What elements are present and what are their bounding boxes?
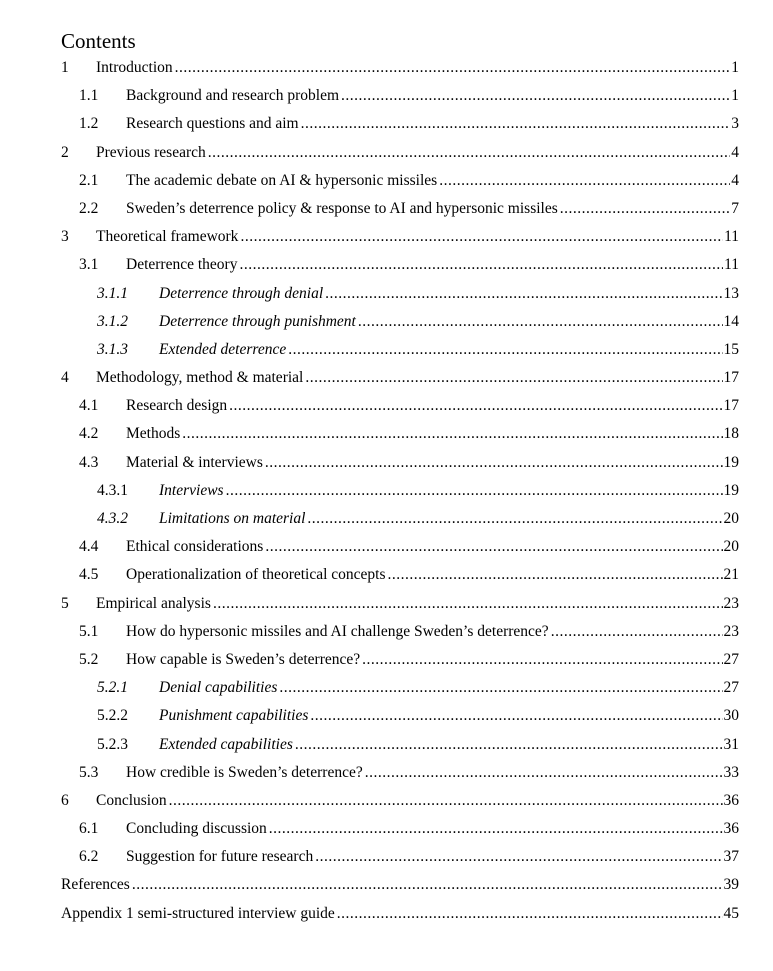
toc-entry-2-1[interactable] [0, 167, 773, 195]
toc-section-number: 4.1 [79, 397, 99, 415]
toc-page-number: 11 [724, 228, 739, 246]
dot-leader [305, 364, 722, 392]
toc-section-number: 4.4 [79, 538, 99, 556]
dot-leader [213, 590, 723, 618]
toc-entry-1-2[interactable] [0, 110, 773, 138]
toc-section-title: How do hypersonic missiles and AI challenge Sweden’s deterrence? [126, 622, 549, 640]
toc-section-number: 5.3 [79, 763, 99, 781]
toc-section-title: Ethical considerations [126, 538, 264, 556]
dot-leader [301, 110, 731, 138]
toc-section-title: How credible is Sweden’s deterrence? [126, 763, 363, 781]
toc-section-number: 1.1 [79, 87, 99, 105]
dot-leader [551, 618, 723, 646]
dot-leader [239, 251, 723, 279]
dot-leader [365, 759, 723, 787]
toc-entry-5-2-2[interactable] [0, 702, 773, 730]
toc-section-number: 4.3.1 [97, 481, 128, 499]
toc-section-title: Denial capabilities [159, 679, 278, 697]
toc-section-title: Research design [126, 397, 228, 415]
dot-leader [439, 167, 730, 195]
toc-section-title: Extended capabilities [159, 735, 293, 753]
dot-leader [182, 420, 722, 448]
toc-page-number: 37 [723, 848, 739, 866]
dot-leader [388, 561, 723, 589]
toc-section-title: Previous research [96, 143, 206, 161]
toc-page-number: 11 [724, 256, 739, 274]
toc-entry-5-3[interactable] [0, 759, 773, 787]
toc-page-number: 45 [723, 904, 739, 922]
toc-section-title: Methods [126, 425, 181, 443]
toc-section-title: Introduction [96, 59, 173, 76]
toc-entry-2-2[interactable] [0, 195, 773, 223]
toc-section-number: 4.3.2 [97, 510, 128, 527]
dot-leader [279, 674, 722, 702]
toc-page-number: 1 [731, 59, 739, 76]
toc-page-number: 17 [723, 397, 739, 415]
toc-entry-5-2-1[interactable] [0, 674, 773, 702]
toc-section-number: 2.2 [79, 199, 99, 217]
toc-entry-5-2[interactable] [0, 646, 773, 674]
toc-section-title: Punishment capabilities [159, 707, 309, 725]
toc-section-title: Sweden’s deterrence policy & response to AI and hypersonic missiles [126, 199, 558, 217]
dot-leader [560, 195, 731, 223]
table-of-contents [0, 54, 773, 928]
toc-entry-4-4[interactable] [0, 533, 773, 561]
toc-section-number: 1.2 [79, 115, 99, 133]
toc-entry-3-1[interactable] [0, 251, 773, 279]
dot-leader [358, 308, 723, 336]
toc-entry-6-1[interactable] [0, 815, 773, 843]
toc-entry-2[interactable] [0, 139, 773, 167]
toc-section-number: 2.1 [79, 171, 99, 189]
toc-page-number: 33 [723, 763, 739, 781]
toc-page-number: 1 [731, 87, 739, 105]
toc-page-number: 14 [723, 312, 739, 330]
toc-section-title: Deterrence theory [126, 256, 238, 274]
dot-leader [337, 900, 723, 928]
toc-page-number: 15 [723, 340, 739, 358]
toc-section-title: How capable is Sweden’s deterrence? [126, 650, 361, 668]
toc-section-title: Deterrence through denial [159, 284, 324, 302]
toc-section-title: Extended deterrence [159, 340, 287, 358]
toc-section-title: Operationalization of theoretical concepts [126, 566, 386, 584]
dot-leader [208, 139, 731, 167]
toc-section-number: 6 [61, 791, 69, 809]
toc-page-number: 20 [723, 538, 739, 556]
toc-entry-5[interactable] [0, 590, 773, 618]
toc-section-number: 4.3 [79, 453, 99, 471]
toc-entry-6[interactable] [0, 787, 773, 815]
toc-section-title: Theoretical framework [96, 228, 239, 246]
toc-section-title: Concluding discussion [126, 820, 267, 838]
toc-entry-4[interactable] [0, 364, 773, 392]
toc-page-number: 3 [731, 115, 739, 133]
toc-section-title: Appendix 1 semi-structured interview guide [61, 904, 335, 922]
dot-leader [175, 54, 731, 82]
toc-section-title: The academic debate on AI & hypersonic missiles [126, 171, 438, 189]
toc-section-title: Material & interviews [126, 453, 263, 471]
toc-page-number: 27 [723, 650, 739, 668]
toc-entry-4-3-1[interactable] [0, 477, 773, 505]
toc-page-number: 20 [723, 510, 739, 527]
toc-page-number: 19 [723, 453, 739, 471]
toc-section-number: 1 [61, 59, 69, 76]
toc-section-number: 5.2.1 [97, 679, 128, 697]
toc-page-number: 19 [723, 481, 739, 499]
dot-leader [132, 871, 723, 899]
toc-page-number: 18 [723, 425, 739, 443]
toc-section-title: Empirical analysis [96, 594, 211, 612]
toc-section-number: 3.1 [79, 256, 99, 274]
dot-leader [362, 646, 722, 674]
dot-leader [265, 533, 722, 561]
toc-section-title: Interviews [159, 481, 224, 499]
toc-entry-references[interactable] [0, 871, 773, 899]
toc-section-number: 2 [61, 143, 69, 161]
dot-leader [295, 731, 723, 759]
toc-entry-4-3-2[interactable] [0, 505, 773, 533]
toc-entry-1-1[interactable] [0, 82, 773, 110]
toc-page-number: 17 [723, 369, 739, 387]
toc-entry-4-2[interactable] [0, 420, 773, 448]
toc-section-number: 6.1 [79, 820, 99, 838]
dot-leader [315, 843, 722, 871]
toc-page-number: 23 [723, 622, 739, 640]
toc-page-number: 36 [723, 791, 739, 809]
toc-section-title: References [61, 876, 130, 894]
dot-leader [240, 223, 723, 251]
toc-section-number: 5.1 [79, 622, 99, 640]
toc-section-title: Suggestion for future research [126, 848, 314, 866]
toc-entry-3[interactable] [0, 223, 773, 251]
dot-leader [307, 505, 722, 533]
toc-section-number: 4.5 [79, 566, 99, 584]
dot-leader [269, 815, 723, 843]
toc-page-number: 13 [723, 284, 739, 302]
toc-page-number: 36 [723, 820, 739, 838]
toc-entry-4-1[interactable] [0, 392, 773, 420]
toc-section-number: 5 [61, 594, 69, 612]
dot-leader [229, 392, 722, 420]
toc-entry-4-3[interactable] [0, 449, 773, 477]
dot-leader [226, 477, 723, 505]
toc-entry-3-1-1[interactable] [0, 280, 773, 308]
toc-section-title: Conclusion [96, 791, 167, 809]
toc-page-number: 7 [731, 199, 739, 217]
toc-page-number: 30 [723, 707, 739, 725]
toc-entry-1[interactable] [0, 54, 773, 82]
toc-entry-6-2[interactable] [0, 843, 773, 871]
toc-page-number: 31 [723, 735, 739, 753]
toc-page-number: 23 [723, 594, 739, 612]
toc-entry-3-1-2[interactable] [0, 308, 773, 336]
toc-section-number: 6.2 [79, 848, 99, 866]
toc-section-number: 5.2 [79, 650, 99, 668]
toc-section-number: 4 [61, 369, 69, 387]
dot-leader [288, 336, 722, 364]
toc-entry-appendix-1[interactable] [0, 900, 773, 928]
toc-section-title: Methodology, method & material [96, 369, 304, 387]
toc-page-number: 4 [731, 143, 739, 161]
toc-section-number: 3.1.1 [97, 284, 128, 302]
toc-section-number: 4.2 [79, 425, 99, 443]
toc-section-title: Research questions and aim [126, 115, 299, 133]
toc-entry-3-1-3[interactable] [0, 336, 773, 364]
dot-leader [265, 449, 723, 477]
toc-section-title: Background and research problem [126, 87, 340, 105]
dot-leader [169, 787, 723, 815]
toc-section-number: 5.2.3 [97, 735, 128, 753]
toc-section-number: 5.2.2 [97, 707, 128, 725]
toc-section-title: Limitations on material [159, 510, 306, 527]
dot-leader [325, 280, 722, 308]
toc-entry-5-1[interactable] [0, 618, 773, 646]
toc-section-title: Deterrence through punishment [159, 312, 356, 330]
toc-section-number: 3 [61, 228, 69, 246]
toc-entry-4-5[interactable] [0, 561, 773, 589]
toc-entry-5-2-3[interactable] [0, 731, 773, 759]
dot-leader [310, 702, 722, 730]
toc-page-number: 27 [723, 679, 739, 697]
toc-page-number: 21 [723, 566, 739, 584]
dot-leader [341, 82, 730, 110]
toc-page-number: 39 [723, 876, 739, 894]
toc-section-number: 3.1.3 [97, 340, 128, 358]
page-title: Contents [61, 29, 136, 53]
toc-section-number: 3.1.2 [97, 312, 128, 330]
toc-page-number: 4 [731, 171, 739, 189]
